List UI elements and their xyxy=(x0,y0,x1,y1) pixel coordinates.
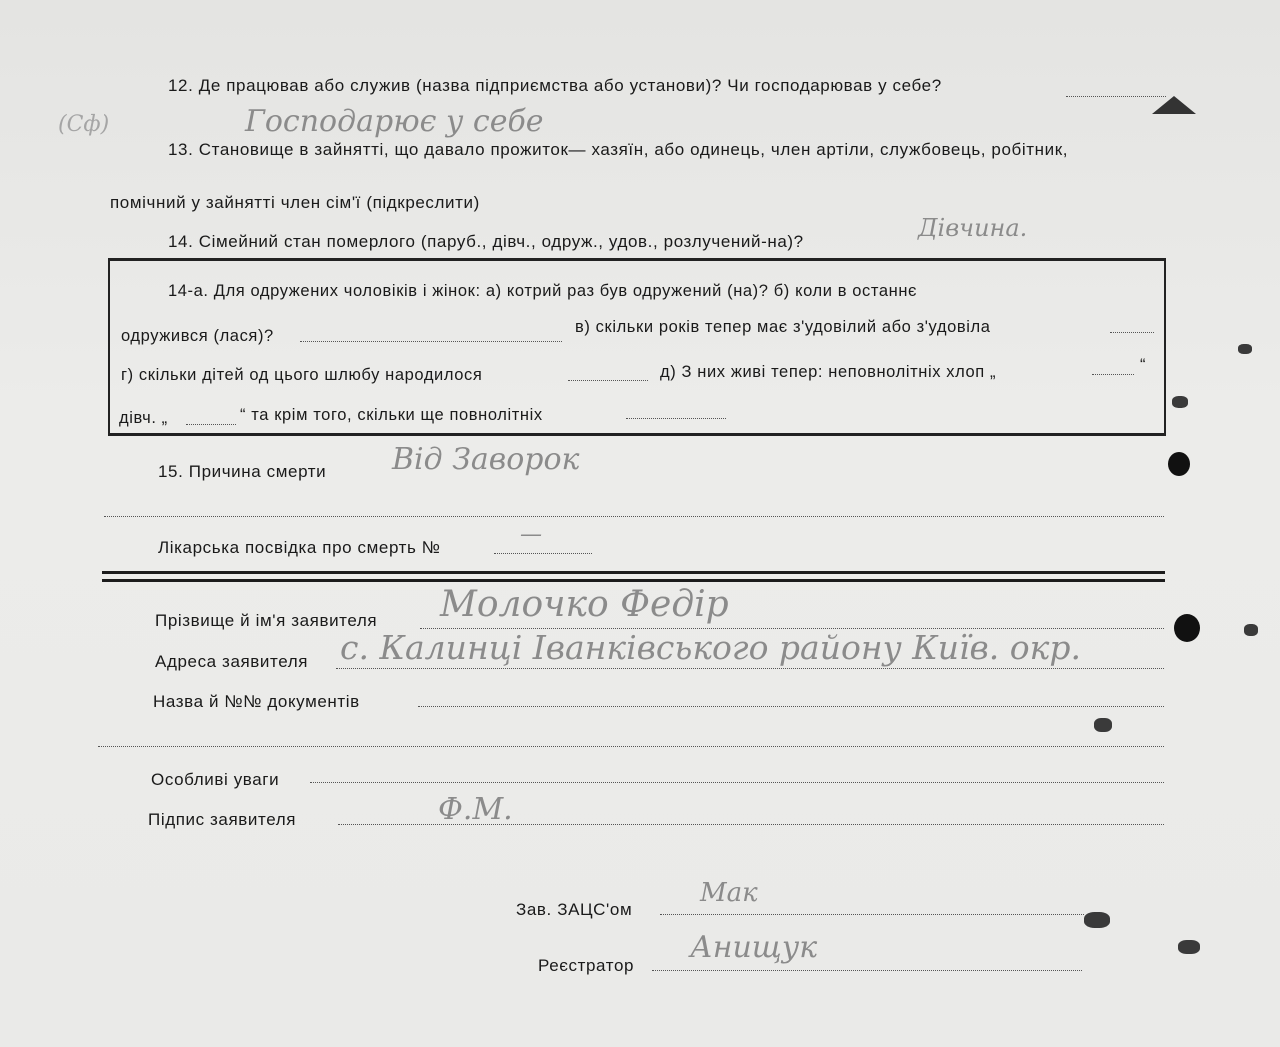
medical-label: Лікарська посвідка про смерть № xyxy=(158,538,441,557)
paper-damage-mark xyxy=(1152,96,1196,114)
q12-dotted-line xyxy=(1066,96,1166,97)
documents-label: Назва й №№ документів xyxy=(153,692,360,711)
applicant-address-answer: с. Калинці Іванківського району Київ. окр. xyxy=(340,628,1081,667)
q14a-line4b: “ та крім того, скільки ще повнолітніх xyxy=(240,406,543,424)
zags-head-dotted-line xyxy=(660,914,1084,915)
paper-damage-mark xyxy=(1172,396,1188,408)
q14-answer: Дівчина. xyxy=(918,214,1028,242)
q14a-line3a: г) скільки дітей од цього шлюбу народилося xyxy=(121,366,483,384)
q15-answer: Від Заворок xyxy=(392,442,580,477)
q12-label: 12. Де працював або служив (назва підприємства або установи)? Чи господарював у себе? xyxy=(168,76,942,95)
applicant-address-dotted-line xyxy=(336,668,1164,669)
paper-damage-mark xyxy=(1238,344,1252,354)
q14a-dotted-line xyxy=(300,341,562,342)
q14a-dotted-line xyxy=(1110,332,1154,333)
q14a-dotted-line xyxy=(186,424,236,425)
q14a-dotted-line xyxy=(626,418,726,419)
q12-answer: Господарює у себе xyxy=(245,104,544,139)
q14a-line2b: в) скільки років тепер має з'удовілий або з'удовіла xyxy=(575,318,991,336)
q14-label: 14. Сімейний стан померлого (паруб., дівч., одруж., удов., розлучений-на)? xyxy=(168,232,804,251)
notes-label: Особливі уваги xyxy=(151,770,280,789)
double-rule-bottom xyxy=(102,579,1165,582)
punched-hole xyxy=(1174,614,1200,642)
q14a-dotted-line xyxy=(568,380,648,381)
medical-dotted-line xyxy=(494,553,592,554)
punched-hole xyxy=(1168,452,1190,476)
notes-dotted-line xyxy=(310,782,1164,783)
q12-margin-mark: (Сф) xyxy=(58,112,110,137)
q13-label-line1: 13. Становище в зайнятті, що давало прожиток— хазяїн, або одинець, член артіли, службовець, робітник, xyxy=(168,140,1069,159)
documents-dotted-line xyxy=(418,706,1164,707)
signature-answer: Ф.М. xyxy=(438,792,513,827)
q14a-line4a: дівч. „ xyxy=(119,409,168,427)
paper-damage-mark xyxy=(1094,718,1112,732)
q15-label: 15. Причина смерти xyxy=(158,462,327,481)
q15-dotted-line xyxy=(104,516,1164,517)
zags-head-answer: Мак xyxy=(700,878,758,908)
paper-damage-mark xyxy=(1178,940,1200,954)
q14a-line2a: одружився (лася)? xyxy=(121,327,274,345)
q14a-dotted-line xyxy=(1092,374,1134,375)
registrar-dotted-line xyxy=(652,970,1082,971)
documents-dotted-line-2 xyxy=(98,746,1164,747)
signature-label: Підпис заявителя xyxy=(148,810,297,829)
double-rule-top xyxy=(102,571,1165,574)
q14a-line3c: “ xyxy=(1140,356,1147,374)
applicant-address-label: Адреса заявителя xyxy=(155,652,309,671)
registrar-label: Реєстратор xyxy=(538,956,635,975)
zags-head-label: Зав. ЗАЦС'ом xyxy=(516,900,633,919)
registrar-answer: Анищук xyxy=(690,930,818,965)
applicant-name-label: Прізвище й ім'я заявителя xyxy=(155,611,378,630)
medical-answer: — xyxy=(520,522,542,547)
q14a-line3b: д) З них живі тепер: неповнолітніх хлоп „ xyxy=(660,363,997,381)
paper-damage-mark xyxy=(1244,624,1258,636)
paper-damage-mark xyxy=(1084,912,1110,928)
q13-label-line2: помічний у зайнятті член сім'ї (підкреслити) xyxy=(110,193,480,212)
q14a-line1: 14-а. Для одружених чоловіків і жінок: а) котрий раз був одружений (на)? б) коли в останнє xyxy=(168,282,918,300)
applicant-name-answer: Молочко Федір xyxy=(440,584,729,625)
signature-dotted-line xyxy=(338,824,1164,825)
